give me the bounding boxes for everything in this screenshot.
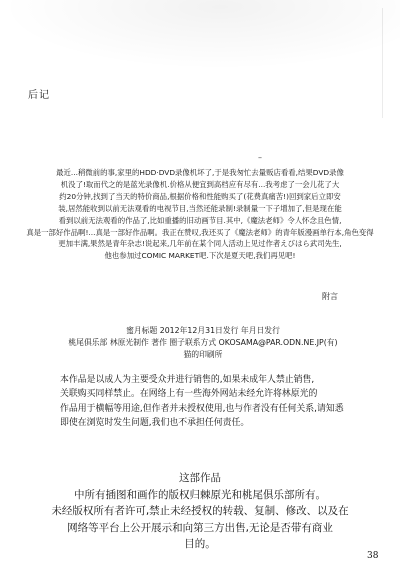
notice-line: 本作品是以成人为主要受众并进行销售的,如果未成年人禁止销售, [60, 375, 315, 385]
afterword-line: 最近...稍微前的事,家里的HDD·DVD录像机坏了,于是我匆忙去量贩店看看,结果DVD录像 [56, 168, 344, 177]
scan-edge-line [382, 8, 383, 118]
copyright-line: 未经版权所有者许可,禁止未经授权的转载、复制、修改、以及在 [51, 505, 349, 517]
notice-line: 关联购买同样禁止。在网络上有一些海外网站未经允许将林原光的 [60, 389, 318, 400]
afterword-line: 装,居然能收到以前无法观看的电视节目,当然还能录制!录制量一下子增加了,但是现在能 [58, 203, 342, 213]
page-number: 38 [367, 551, 379, 561]
afterword-line: 更加丰满,果然是青年杂志!说起来,几年前在某个同人活动上见过作者えびはら武司先生, [58, 239, 342, 249]
afterword-line: 他也参加过COMIC MARKET吧.下次是夏天吧,我们再见吧! [104, 251, 296, 261]
afterword-title: 后记 [28, 90, 50, 101]
colophon [38, 325, 368, 361]
copyright-line: 中所有插图和画作的版权归棘原光和桃尾俱乐部所有。 [74, 488, 326, 501]
dash-mark: – [258, 153, 262, 162]
afterword-line: 约20分钟,找到了当天的特价商品,根据价格和性能购买了(花费真痛苦!)回到家后立即安 [59, 191, 341, 201]
afterword-signature: 附言 [322, 292, 338, 301]
usage-notice [60, 373, 380, 431]
colophon-line: 猫的印刷所 [183, 350, 223, 359]
afterword-line: 真是一部好作品啊!...真是一部好作品啊。我正在赞叹,我还买了《魔法老师》的青年版漫画单行本,角色变得 [26, 227, 374, 237]
copyright-line: 目的。 [184, 538, 216, 550]
colophon-line: 桃尾俱乐部 林原光制作 著作 圈子联系方式 OKOSAMA@PAR.ODN.NE.JP(有) [68, 338, 338, 347]
notice-line: 作品用于横幅等用途,但作者并未授权使用,也与作者没有任何关系,请知悉 [60, 403, 344, 414]
afterword-line: 机没了!取而代之的是蓝光录像机.价格从便宜到高档应有尽有...我考虑了一会儿花了大 [60, 179, 340, 189]
afterword-line: 看到以前无法观看的作品了,比如重播的旧动画节目.其中,《魔法老师》令人怀念且色情, [58, 215, 342, 225]
copyright-notice [0, 470, 400, 553]
copyright-line: 网络等平台上公开展示和向第三方出售,无论是否带有商业 [67, 521, 333, 534]
colophon-line: 蜜月标题 2012年12月31日发行 年月日发行 [126, 326, 280, 335]
notice-line: 即使在浏览时发生问题,我们也不承担任何责任。 [60, 418, 250, 429]
afterword-body [14, 167, 386, 262]
scan-shading [0, 0, 400, 70]
copyright-line: 这部作品 [179, 472, 221, 484]
